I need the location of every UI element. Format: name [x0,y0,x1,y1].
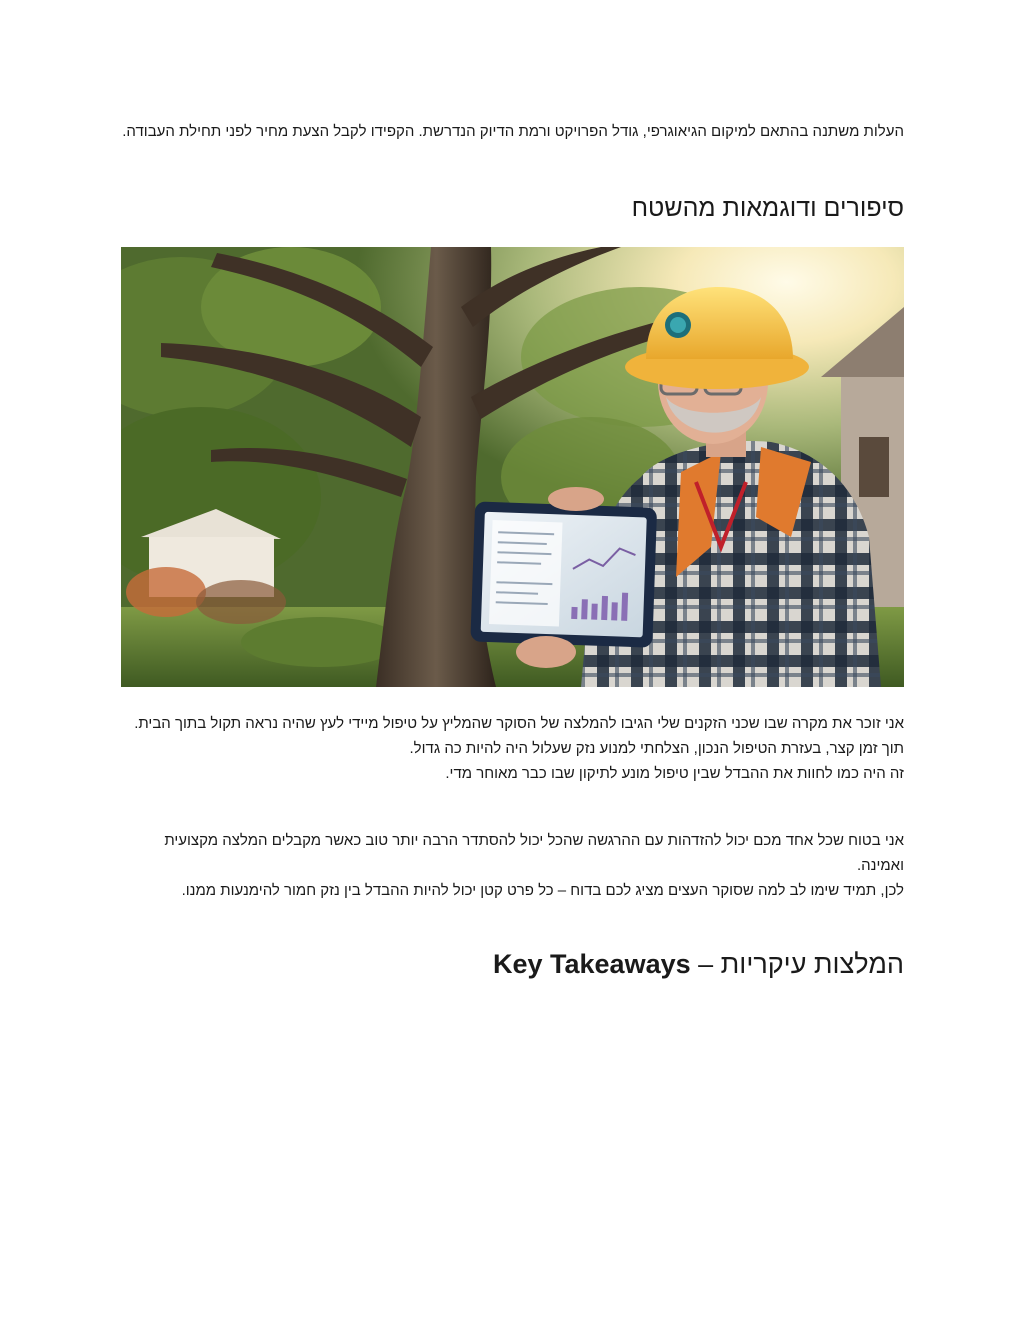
takeaways-heading-english: Key Takeaways [492,949,691,979]
stories-heading: סיפורים ודוגמאות מהשטח [631,194,904,222]
story1-line-1: אני זוכר את מקרה שבו שכני הזקנים שלי הגיבו להמלצה של הסוקר שהמליץ על טיפול מיידי לעץ שהיה נראה תקול בתוך הבית. [134,715,904,732]
story-paragraph-2 [121,828,904,903]
story1-line-3: זה היה כמו לחוות את ההבדל שבין טיפול מונע לתיקון שבו כבר מאוחר מדי. [445,765,904,782]
intro-paragraph: העלות משתנה בהתאם למיקום הגיאוגרפי, גודל הפרויקט ורמת הדיוק הנדרשת. הקפידו לקבל הצעת מחיר לפני תחילת העבודה. [122,123,904,140]
story-paragraph-1 [121,711,904,786]
story1-line-2: תוך זמן קצר, בעזרת הטיפול הנכון, הצלחתי למנוע נזק שעלול היה להיות כה גדול. [409,740,904,757]
story2-line-2: לכן, תמיד שימו לב למה שסוקר העצים מציג לכם בדוח – כל פרט קטן יכול להיות ההבדל בין נזק חמור להימנעות ממנו. [181,882,904,899]
key-takeaways-heading [121,948,904,980]
hero-image-arborist [121,247,904,687]
takeaways-heading-hebrew: המלצות עיקריות – [690,949,904,979]
story2-line-1: אני בטוח שכל אחד מכם יכול להזדהות עם ההרגשה שהכל יכול להסתדר הרבה יותר טוב כאשר מקבלים המלצה מקצועית ואמינה. [164,832,904,874]
